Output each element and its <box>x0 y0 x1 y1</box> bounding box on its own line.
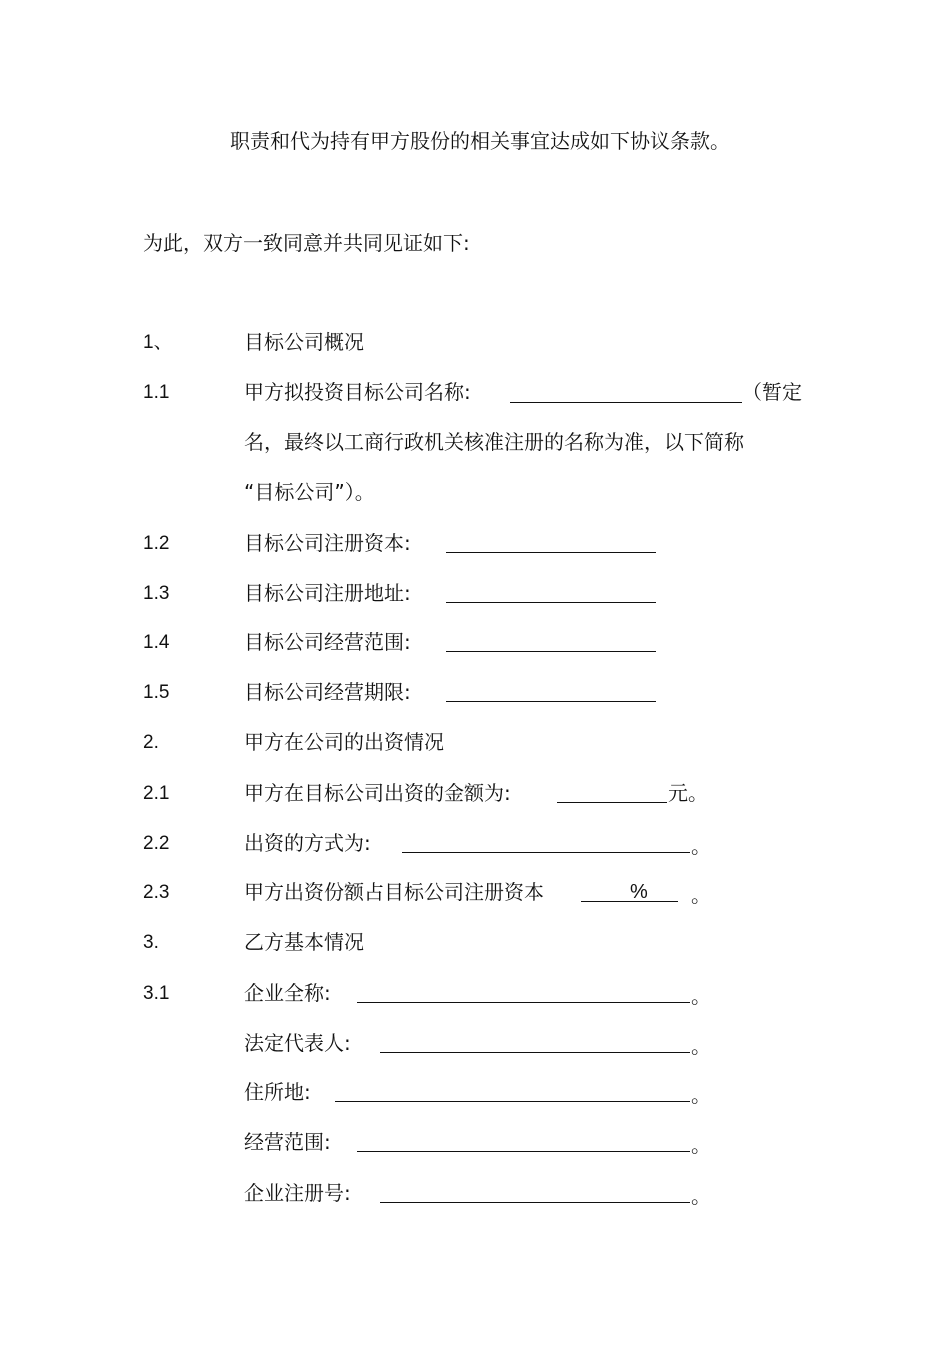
clause-3-1-number: 3.1 <box>143 983 170 1004</box>
company-full-name-blank[interactable] <box>357 1002 690 1003</box>
intro-paragraph-end: 职责和代为持有甲方股份的相关事宜达成如下协议条款。 <box>230 129 730 153</box>
section-1-number: 1、 <box>143 332 173 353</box>
intro-agreement-statement: 为此，双方一致同意并共同见证如下: <box>143 231 470 255</box>
legal-representative-label: 法定代表人: <box>244 1031 351 1055</box>
registered-capital-blank[interactable] <box>446 552 656 553</box>
clause-2-3-suffix: 。 <box>691 883 711 907</box>
clause-1-4-label: 目标公司经营范围: <box>244 630 411 654</box>
registration-number-blank[interactable] <box>380 1202 690 1203</box>
clause-1-1-continuation-2: “目标公司”）。 <box>244 480 375 504</box>
clause-1-4-number: 1.4 <box>143 632 170 653</box>
domicile-label: 住所地: <box>244 1080 311 1104</box>
clause-1-3-number: 1.3 <box>143 583 170 604</box>
clause-2-1-label: 甲方在目标公司出资的金额为: <box>244 781 511 805</box>
clause-1-5-label: 目标公司经营期限: <box>244 680 411 704</box>
investment-amount-blank[interactable] <box>557 802 667 803</box>
section-3-number: 3. <box>143 932 159 953</box>
section-2-title: 甲方在公司的出资情况 <box>244 730 444 754</box>
business-scope-blank[interactable] <box>446 651 656 652</box>
registered-address-blank[interactable] <box>446 602 656 603</box>
operation-term-blank[interactable] <box>446 701 656 702</box>
domicile-suffix: 。 <box>691 1083 711 1107</box>
clause-2-3-number: 2.3 <box>143 882 170 903</box>
clause-2-2-suffix: 。 <box>691 834 711 858</box>
clause-1-2-label: 目标公司注册资本: <box>244 531 411 555</box>
section-1-title: 目标公司概况 <box>244 330 364 354</box>
section-3-title: 乙方基本情况 <box>244 930 364 954</box>
domicile-blank[interactable] <box>335 1101 690 1102</box>
clause-1-1-label: 甲方拟投资目标公司名称: <box>244 380 471 404</box>
investment-method-blank[interactable] <box>402 852 690 853</box>
clause-2-2-number: 2.2 <box>143 833 170 854</box>
clause-2-2-label: 出资的方式为: <box>244 831 371 855</box>
registration-number-suffix: 。 <box>691 1184 711 1208</box>
percent-sign: % <box>630 881 648 903</box>
clause-1-5-number: 1.5 <box>143 682 170 703</box>
section-2-number: 2. <box>143 732 159 753</box>
party-b-business-scope-label: 经营范围: <box>244 1130 331 1154</box>
clause-1-2-number: 1.2 <box>143 533 170 554</box>
clause-2-1-number: 2.1 <box>143 783 170 804</box>
clause-2-1-suffix: 元。 <box>668 781 708 805</box>
clause-1-1-continuation-1: 名，最终以工商行政机关核准注册的名称为准，以下简称 <box>244 430 744 454</box>
registration-number-label: 企业注册号: <box>244 1181 351 1205</box>
clause-1-1-number: 1.1 <box>143 382 170 403</box>
clause-2-3-label: 甲方出资份额占目标公司注册资本 <box>244 880 544 904</box>
legal-representative-blank[interactable] <box>380 1052 690 1053</box>
company-name-blank[interactable] <box>510 402 742 403</box>
party-b-business-scope-suffix: 。 <box>691 1133 711 1157</box>
clause-1-1-suffix: （暂定 <box>742 380 802 404</box>
clause-1-3-label: 目标公司注册地址: <box>244 581 411 605</box>
company-full-name-label: 企业全称: <box>244 981 331 1005</box>
company-full-name-suffix: 。 <box>691 984 711 1008</box>
party-b-business-scope-blank[interactable] <box>357 1151 690 1152</box>
legal-representative-suffix: 。 <box>691 1034 711 1058</box>
